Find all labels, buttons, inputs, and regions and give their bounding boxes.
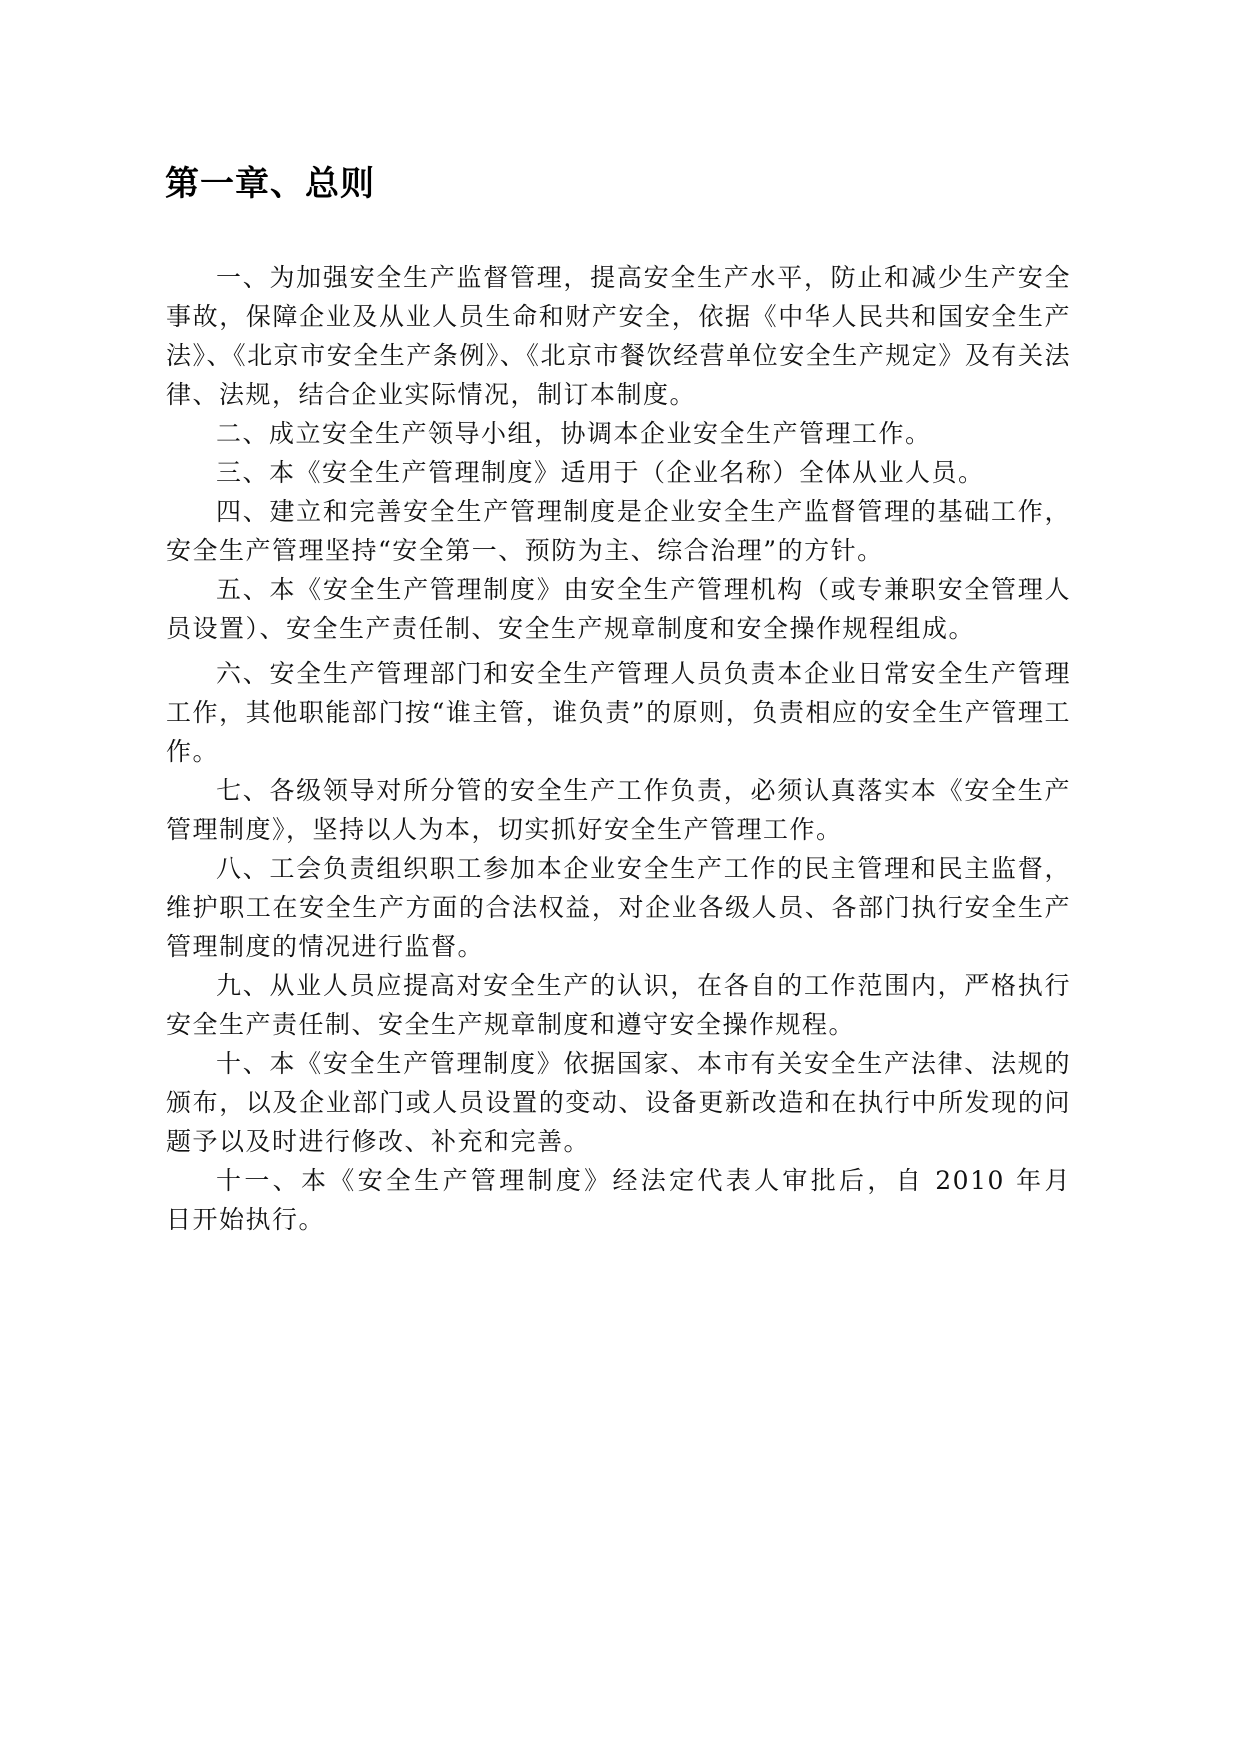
article-10: 十、本《安全生产管理制度》依据国家、本市有关安全生产法律、法规的颁布，以及企业部门或人员设置的变动、设备更新改造和在执行中所发现的问题予以及时进行修改、补充和完善。 xyxy=(166,1049,1071,1156)
article-6: 六、安全生产管理部门和安全生产管理人员负责本企业日常安全生产管理工作，其他职能部门按“谁主管，谁负责”的原则，负责相应的安全生产管理工作。 xyxy=(166,659,1071,766)
article-9: 九、从业人员应提高对安全生产的认识，在各自的工作范围内，严格执行安全生产责任制、安全生产规章制度和遵守安全操作规程。 xyxy=(166,971,1071,1039)
article-7: 七、各级领导对所分管的安全生产工作负责，必须认真落实本《安全生产管理制度》，坚持以人为本，切实抓好安全生产管理工作。 xyxy=(166,776,1071,844)
article-2: 二、成立安全生产领导小组，协调本企业安全生产管理工作。 xyxy=(216,419,932,448)
article-4: 四、建立和完善安全生产管理制度是企业安全生产监督管理的基础工作，安全生产管理坚持“安全第一、预防为主、综合治理”的方针。 xyxy=(166,497,1071,565)
article-8: 八、工会负责组织职工参加本企业安全生产工作的民主管理和民主监督，维护职工在安全生产方面的合法权益，对企业各级人员、各部门执行安全生产管理制度的情况进行监督。 xyxy=(166,854,1071,961)
article-1: 一、为加强安全生产监督管理，提高安全生产水平，防止和减少生产安全事故，保障企业及从业人员生命和财产安全，依据《中华人民共和国安全生产法》、《北京市安全生产条例》、《北京市餐饮经营单位安全生产规定》及有关法律、法规，结合企业实际情况，制订本制度。 xyxy=(166,263,1071,409)
document-body xyxy=(166,258,1098,1239)
chapter-title: 第一章、总则 xyxy=(165,164,375,204)
article-5: 五、本《安全生产管理制度》由安全生产管理机构（或专兼职安全管理人员设置）、安全生产责任制、安全生产规章制度和安全操作规程组成。 xyxy=(166,575,1071,643)
article-3: 三、本《安全生产管理制度》适用于（企业名称）全体从业人员。 xyxy=(216,458,985,487)
article-11: 十一、本《安全生产管理制度》经法定代表人审批后，自 2010 年月 日开始执行。 xyxy=(166,1166,1098,1234)
